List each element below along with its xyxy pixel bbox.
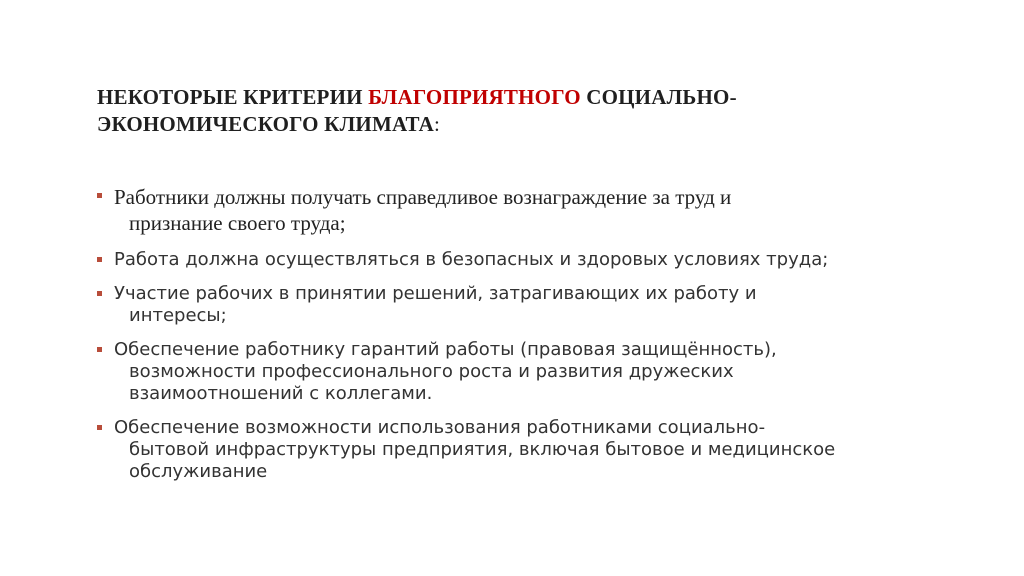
square-bullet-icon — [97, 291, 102, 296]
square-bullet-icon — [97, 193, 102, 198]
list-item-text — [114, 283, 947, 327]
list-item-line: возможности профессионального роста и развития дружеских — [129, 361, 734, 382]
list-item-line: Работники должны получать справедливое вознаграждение за труд и — [114, 185, 732, 209]
title-line-2: ЭКОНОМИЧЕСКОГО КЛИМАТА — [97, 112, 435, 136]
title-part-1: НЕКОТОРЫЕ КРИТЕРИИ — [97, 85, 369, 109]
list-item-line: Обеспечение работнику гарантий работы (правовая защищённость), — [114, 339, 777, 360]
list-item-line: взаимоотношений с коллегами. — [129, 383, 433, 404]
criteria-list — [97, 184, 947, 495]
list-item — [97, 184, 947, 236]
list-item — [97, 417, 947, 483]
list-item-line: Работа должна осуществляться в безопасных и здоровых условиях труда; — [114, 249, 829, 270]
list-item-line: обслуживание — [129, 461, 268, 482]
title-part-2: СОЦИАЛЬНО- — [580, 85, 737, 109]
title-colon: : — [434, 112, 441, 136]
list-item-line: Участие рабочих в принятии решений, затрагивающих их работу и — [114, 283, 757, 304]
list-item-text — [114, 339, 947, 405]
list-item-text — [114, 249, 947, 271]
list-item — [97, 249, 947, 271]
list-item-line: бытовой инфраструктуры предприятия, включая бытовое и медицинское — [129, 439, 836, 460]
list-item — [97, 283, 947, 327]
square-bullet-icon — [97, 347, 102, 352]
list-item-text — [114, 184, 947, 236]
list-item-line: интересы; — [129, 305, 227, 326]
square-bullet-icon — [97, 425, 102, 430]
list-item — [97, 339, 947, 405]
list-item-text — [114, 417, 947, 483]
list-item-line: признание своего труда; — [129, 211, 346, 235]
slide-title — [97, 84, 957, 138]
title-accent-word: БЛАГОПРИЯТНОГО — [368, 85, 581, 109]
list-item-line: Обеспечение возможности использования работниками социально- — [114, 417, 766, 438]
square-bullet-icon — [97, 257, 102, 262]
